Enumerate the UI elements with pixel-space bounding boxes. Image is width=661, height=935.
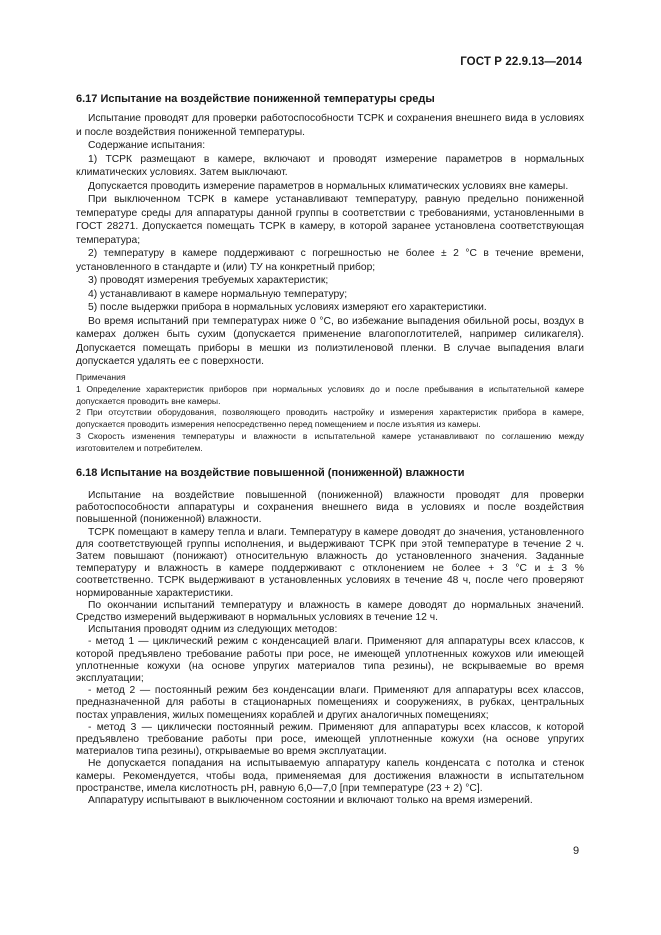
paragraph: 4) устанавливают в камере нормальную температуру;: [88, 288, 348, 300]
paragraph: - метод 1 — циклический режим с конденсацией влаги. Применяют для аппаратуры всех классов, к которой предъявлено требование работы при росе, не имеющей уплотненных кожухов или имеющей уплотненные кожухи (на основе упругих материалов типа резины), не вскрываемые во время эксплуатации;: [76, 636, 584, 685]
standard-code-header: ГОСТ Р 22.9.13—2014: [460, 56, 582, 68]
paragraph: При выключенном ТСРК в камере устанавливают температуру, равную предельно пониженной температуре среды для аппаратуры данной группы в соответствии с требованиями, установленными в ГОСТ 28271. Допускается помещать ТСРК в камеру, в которой заранее установлена соответствующая температура;: [76, 194, 584, 246]
paragraph: Испытания проводят одним из следующих методов:: [88, 624, 338, 636]
notes-title: Примечания: [76, 372, 126, 382]
paragraph: Во время испытаний при температурах ниже 0 °С, во избежание выпадения обильной росы, воздух в камерах должен быть сухим (допускается применение влагопоглотителей, например силикагеля). Допускается помещать приборы в мешки из полиэтиленовой пленки. В случае выпадения влаги допускается удалять ее с поверхности.: [76, 315, 584, 367]
paragraph: 5) после выдержки прибора в нормальных условиях измеряют его характеристики.: [88, 302, 487, 313]
section-6-18-title: 6.18 Испытание на воздействие повышенной (пониженной) влажности: [76, 467, 465, 479]
paragraph: 3) проводят измерения требуемых характеристик;: [88, 275, 329, 286]
paragraph: Допускается проводить измерение параметров в нормальных климатических условиях вне камеры.: [88, 180, 569, 192]
section-6-17-body: [76, 112, 584, 369]
note-item: 2 При отсутствии оборудования, позволяющего проводить настройку и измерения характеристик прибора в камере, допускается проводить измерения непосредственно перед помещением и после изъятия из камеры.: [76, 407, 584, 430]
paragraph: По окончании испытаний температуру и влажность в камере доводят до нормальных значений. Средство измерений выдерживают в нормальных условиях в течение 12 ч.: [76, 599, 584, 624]
page-number: 9: [573, 845, 580, 857]
paragraph: - метод 3 — циклически постоянный режим. Применяют для аппаратуры всех классов, к которой предъявлено требование работы при росе, имеющей уплотненные кожухи (на основе упругих материалов типа резины), открываемые во время эксплуатации.: [76, 721, 584, 758]
paragraph: Содержание испытания:: [88, 140, 206, 151]
section-6-17-title: 6.17 Испытание на воздействие пониженной температуры среды: [76, 93, 435, 105]
notes-block: [76, 372, 584, 455]
paragraph: Не допускается попадания на испытываемую аппаратуру капель конденсата с потолка и стенок камеры. Рекомендуется, чтобы вода, применяемая для достижения влажности в испытательном пространстве, имела кислотность рН, равную 6,0—7,0 [при температуре (23 + 2) °С].: [76, 758, 584, 794]
section-6-18-body: [76, 490, 584, 807]
paragraph: 2) температуру в камере поддерживают с погрешностью не более ± 2 °С в течение времени, установленного в стандарте и (или) ТУ на конкретный прибор;: [76, 248, 584, 273]
paragraph: Испытание на воздействие повышенной (пониженной) влажности проводят для проверки работоспособности аппаратуры и сохранения внешнего вида в условиях и после воздействия повышенной (пониженной) влажности.: [76, 490, 584, 526]
paragraph: - метод 2 — постоянный режим без конденсации влаги. Применяют для аппаратуры всех классов, предназначенной для работы в стационарных помещениях и сооружениях, в рубках, центральных постах управления, жилых помещениях кораблей и других аналогичных помещениях;: [76, 685, 584, 721]
paragraph: Аппаратуру испытывают в выключенном состоянии и включают только на время измерений.: [88, 795, 533, 807]
paragraph: 1) ТСРК размещают в камере, включают и проводят измерение параметров в нормальных климатических условиях. Затем выключают.: [76, 153, 584, 178]
paragraph: Испытание проводят для проверки работоспособности ТСРК и сохранения внешнего вида в условиях и после воздействия пониженной температуры.: [76, 113, 584, 138]
paragraph: ТСРК помещают в камеру тепла и влаги. Температуру в камере доводят до значения, установленного для соответствующей группы исполнения, и выдерживают ТСРК при этой температуре в течение 2 ч. Затем повышают (понижают) относительную влажность до установленного значения. Заданные температуру и влажность в камере поддерживают с отклонением не более + 3 °С и ± 3 % соответственно. ТСРК выдерживают в установленных условиях в течение 48 ч, после чего проверяют нормированные характеристики.: [76, 526, 584, 599]
note-item: 1 Определение характеристик приборов при нормальных условиях до и после пребывания в испытательной камере допускается проводить вне камеры.: [76, 383, 584, 406]
note-item: 3 Скорость изменения температуры и влажности в испытательной камере устанавливают по соглашению между изготовителем и потребителем.: [76, 430, 584, 453]
